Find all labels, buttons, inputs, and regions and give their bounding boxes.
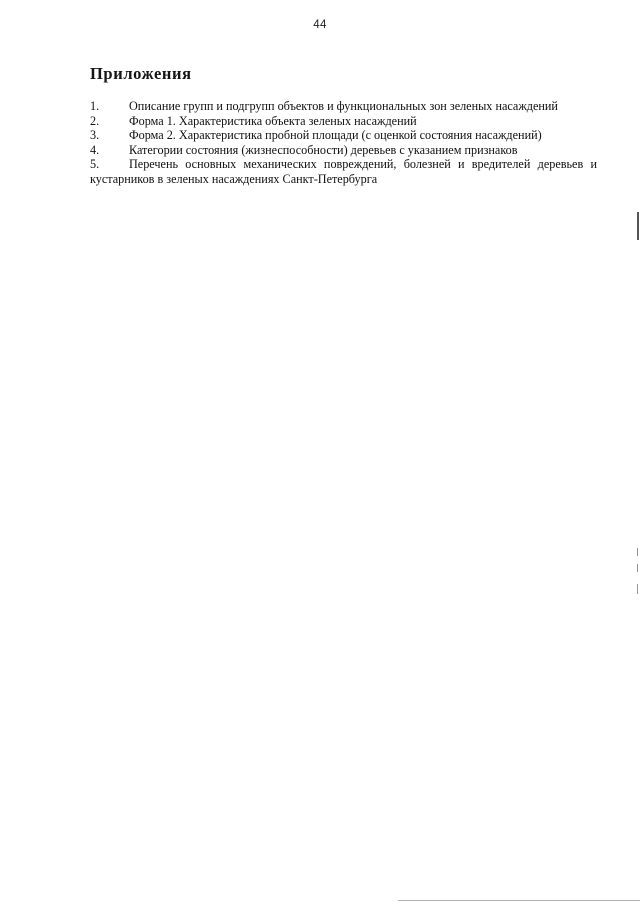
scan-edge-line: [398, 900, 640, 901]
list-item-number: 5.: [90, 157, 100, 172]
list-item-number: 3.: [90, 128, 100, 143]
list-item-text: Перечень основных механических повреждений, болезней и вредителей деревьев и кустарников в зеленых насаждениях Санкт-Петербурга: [90, 157, 597, 186]
list-item-text: Описание групп и подгрупп объектов и функциональных зон зеленых насаждений: [129, 99, 558, 113]
scan-edge-mark: [637, 584, 638, 594]
scan-edge-mark: [637, 564, 638, 572]
list-item: [90, 99, 597, 114]
list-item: [90, 157, 597, 186]
list-item: [90, 114, 597, 129]
list-item-number: 4.: [90, 142, 100, 157]
list-item-number: 1.: [90, 99, 100, 113]
scan-edge-mark: [637, 548, 638, 556]
list-item: [90, 128, 597, 143]
page-heading: Приложения: [90, 64, 192, 83]
list-item-number: 2.: [90, 113, 100, 128]
scan-edge-mark: [637, 212, 639, 240]
list-item-text: Форма 1. Характеристика объекта зеленых насаждений: [129, 113, 417, 128]
list-item-text: Форма 2. Характеристика пробной площади (с оценкой состояния насаждений): [129, 128, 542, 143]
list-item: [90, 143, 597, 158]
appendix-list: [90, 99, 597, 187]
list-item-text: Категории состояния (жизнеспособности) деревьев с указанием признаков: [129, 142, 518, 157]
page-number: 44: [313, 19, 327, 31]
